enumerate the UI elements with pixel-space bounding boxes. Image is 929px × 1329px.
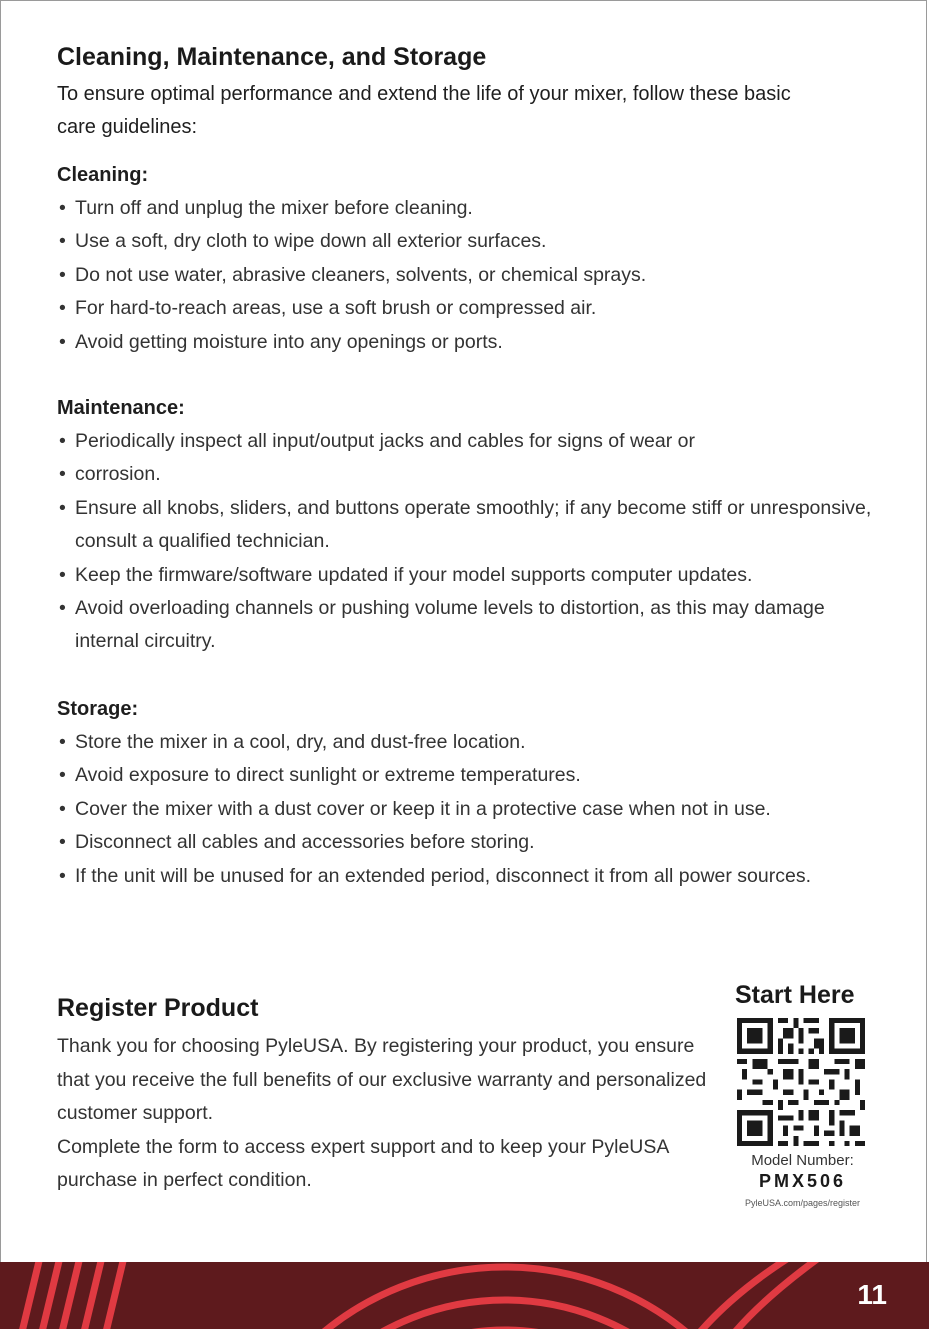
page-number: 11	[857, 1279, 887, 1310]
maintenance-list	[57, 425, 877, 659]
footer-band	[0, 1262, 929, 1329]
list-item: • Ensure all knobs, sliders, and buttons operate smoothly; if any become stiff or unresponsive, consult a qualified technician.	[57, 492, 877, 559]
cleaning-list	[57, 192, 877, 359]
list-item: • Keep the firmware/software updated if your model supports computer updates.	[57, 559, 877, 592]
list-item: • corrosion.	[57, 458, 877, 491]
cleaning-heading: Cleaning:	[57, 164, 149, 186]
qr-code-icon[interactable]	[737, 1018, 865, 1146]
list-item: • If the unit will be unused for an extended period, disconnect it from all power sources.	[57, 860, 877, 893]
model-number-label: Model Number:	[751, 1152, 854, 1169]
list-item: • Turn off and unplug the mixer before cleaning.	[57, 192, 877, 225]
list-item: • Periodically inspect all input/output jacks and cables for signs of wear or	[57, 425, 877, 458]
list-item: • Avoid exposure to direct sunlight or extreme temperatures.	[57, 759, 877, 792]
storage-heading: Storage:	[57, 697, 139, 720]
register-title: Register Product	[57, 994, 259, 1022]
list-item: • Do not use water, abrasive cleaners, solvents, or chemical sprays.	[57, 259, 877, 292]
start-here-label: Start Here	[735, 981, 855, 1009]
model-number: PMX506	[758, 1171, 847, 1191]
qr-registration-block	[735, 980, 870, 1208]
register-paragraph: Thank you for choosing PyleUSA. By registering your product, you ensure that you receive the full benefits of our exclusive warranty and personalized customer support.	[57, 1035, 707, 1124]
list-item: • Use a soft, dry cloth to wipe down all exterior surfaces.	[57, 225, 877, 258]
care-section	[57, 40, 877, 893]
register-section	[57, 990, 727, 1198]
list-item: • Disconnect all cables and accessories before storing.	[57, 826, 877, 859]
list-item: • Cover the mixer with a dust cover or keep it in a protective case when not in use.	[57, 793, 877, 826]
list-item: • For hard-to-reach areas, use a soft brush or compressed air.	[57, 292, 877, 325]
storage-list	[57, 726, 877, 893]
maintenance-heading: Maintenance:	[57, 397, 185, 420]
section-title: Cleaning, Maintenance, and Storage	[57, 43, 487, 71]
list-item: • Avoid getting moisture into any openings or ports.	[57, 326, 877, 359]
register-url[interactable]: PyleUSA.com/pages/register	[744, 1198, 861, 1208]
register-paragraph: Complete the form to access expert support and to keep your PyleUSA purchase in perfect condition.	[57, 1135, 669, 1191]
list-item: • Avoid overloading channels or pushing volume levels to distortion, as this may damage internal circuitry.	[57, 592, 877, 659]
decorative-arcs	[0, 1262, 929, 1329]
list-item: • Store the mixer in a cool, dry, and dust-free location.	[57, 726, 877, 759]
section-intro: To ensure optimal performance and extend the life of your mixer, follow these basic care guidelines:	[57, 83, 791, 138]
